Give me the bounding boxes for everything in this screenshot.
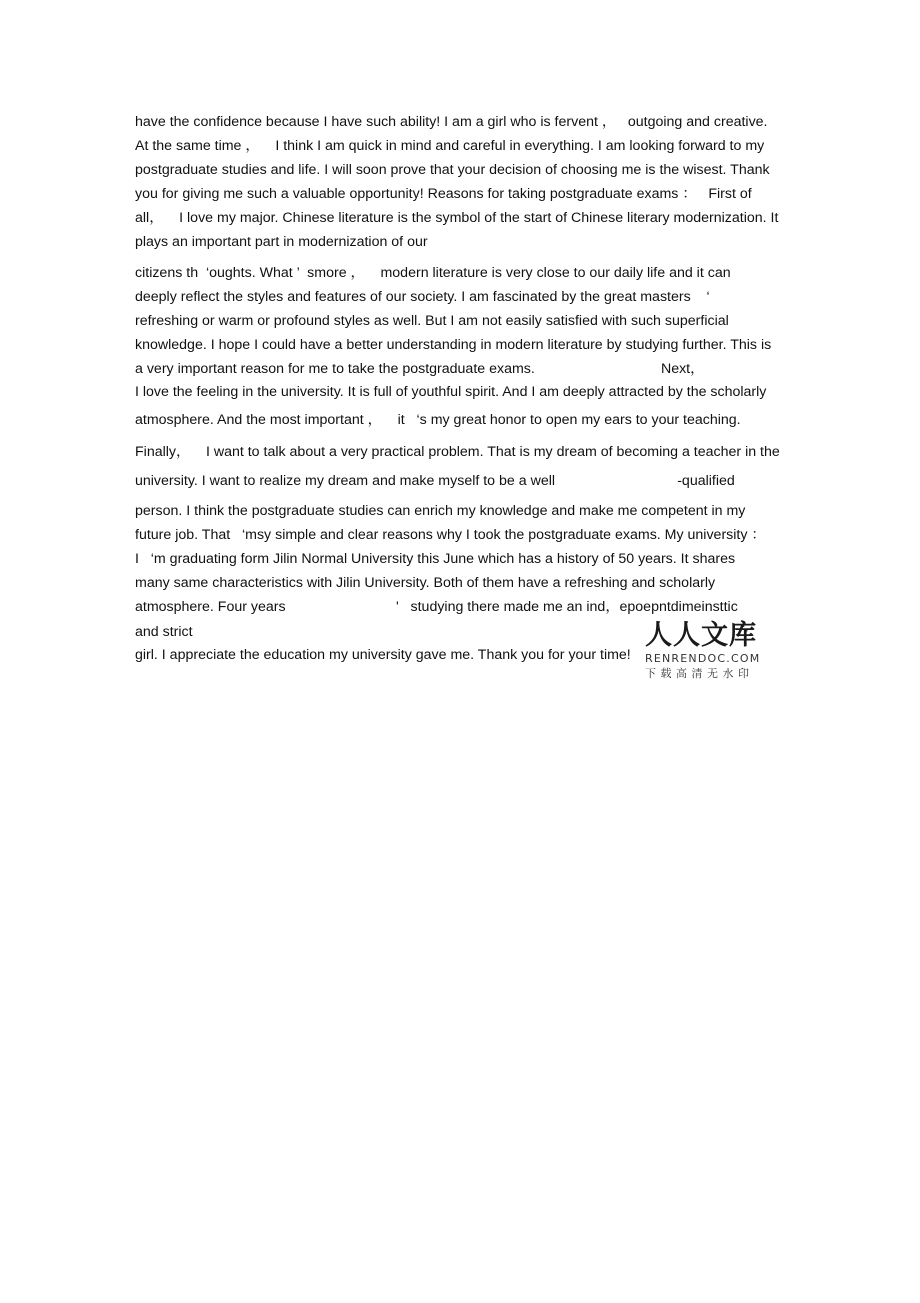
watermark-logo bbox=[645, 620, 775, 681]
text-line: refreshing or warm or profound styles as well. But I am not easily satisfied with such superficial bbox=[135, 313, 729, 329]
text-line: a very important reason for me to take the postgraduate exams. Next， bbox=[135, 361, 705, 377]
text-line: university. I want to realize my dream and make myself to be a well -qualified bbox=[135, 473, 735, 489]
watermark-title: 人人文库 bbox=[645, 620, 757, 651]
text-line: Finally， I want to talk about a very practical problem. That is my dream of becoming a teacher in the bbox=[135, 444, 780, 460]
text-line: postgraduate studies and life. I will soon prove that your decision of choosing me is the wisest. Thank bbox=[135, 162, 770, 178]
text-line: knowledge. I hope I could have a better understanding in modern literature by studying further. This is bbox=[135, 337, 772, 353]
text-line: plays an important part in modernization of our bbox=[135, 234, 428, 250]
text-line: you for giving me such a valuable opportunity! Reasons for taking postgraduate exams ： First of bbox=[135, 186, 752, 202]
text-line: and strict bbox=[135, 624, 193, 640]
text-line: citizens th ‘oughts. What ’ smore ， modern literature is very close to our daily life and it can bbox=[135, 265, 731, 281]
text-line: future job. That ‘msy simple and clear reasons why I took the postgraduate exams. My university ： bbox=[135, 527, 766, 543]
text-line: atmosphere. Four years ' studying there made me an ind，epoepntdimeinsttic bbox=[135, 599, 738, 615]
text-line: At the same time ， I think I am quick in mind and careful in everything. I am looking forward to my bbox=[135, 138, 765, 154]
text-line: many same characteristics with Jilin University. Both of them have a refreshing and scholarly bbox=[135, 575, 716, 591]
watermark-url: RENRENDOC.COM bbox=[645, 652, 761, 665]
text-line: person. I think the postgraduate studies can enrich my knowledge and make me competent in my bbox=[135, 503, 746, 519]
text-line: have the confidence because I have such ability! I am a girl who is fervent ， outgoing and creative. bbox=[135, 114, 768, 130]
text-line: I love the feeling in the university. It is full of youthful spirit. And I am deeply attracted by the scholarly bbox=[135, 384, 767, 400]
text-line: all， I love my major. Chinese literature is the symbol of the start of Chinese literary modernization. It bbox=[135, 210, 779, 226]
watermark-subtitle: 下载高清无水印 bbox=[645, 667, 754, 680]
text-line: girl. I appreciate the education my university gave me. Thank you for your time! bbox=[135, 647, 631, 663]
text-line: atmosphere. And the most important ， it ‘s my great honor to open my ears to your teaching. bbox=[135, 412, 741, 428]
text-line: I ‘m graduating form Jilin Normal University this June which has a history of 50 years. It shares bbox=[135, 551, 736, 567]
text-line: deeply reflect the styles and features of our society. I am fascinated by the great masters ‘ bbox=[135, 289, 710, 305]
